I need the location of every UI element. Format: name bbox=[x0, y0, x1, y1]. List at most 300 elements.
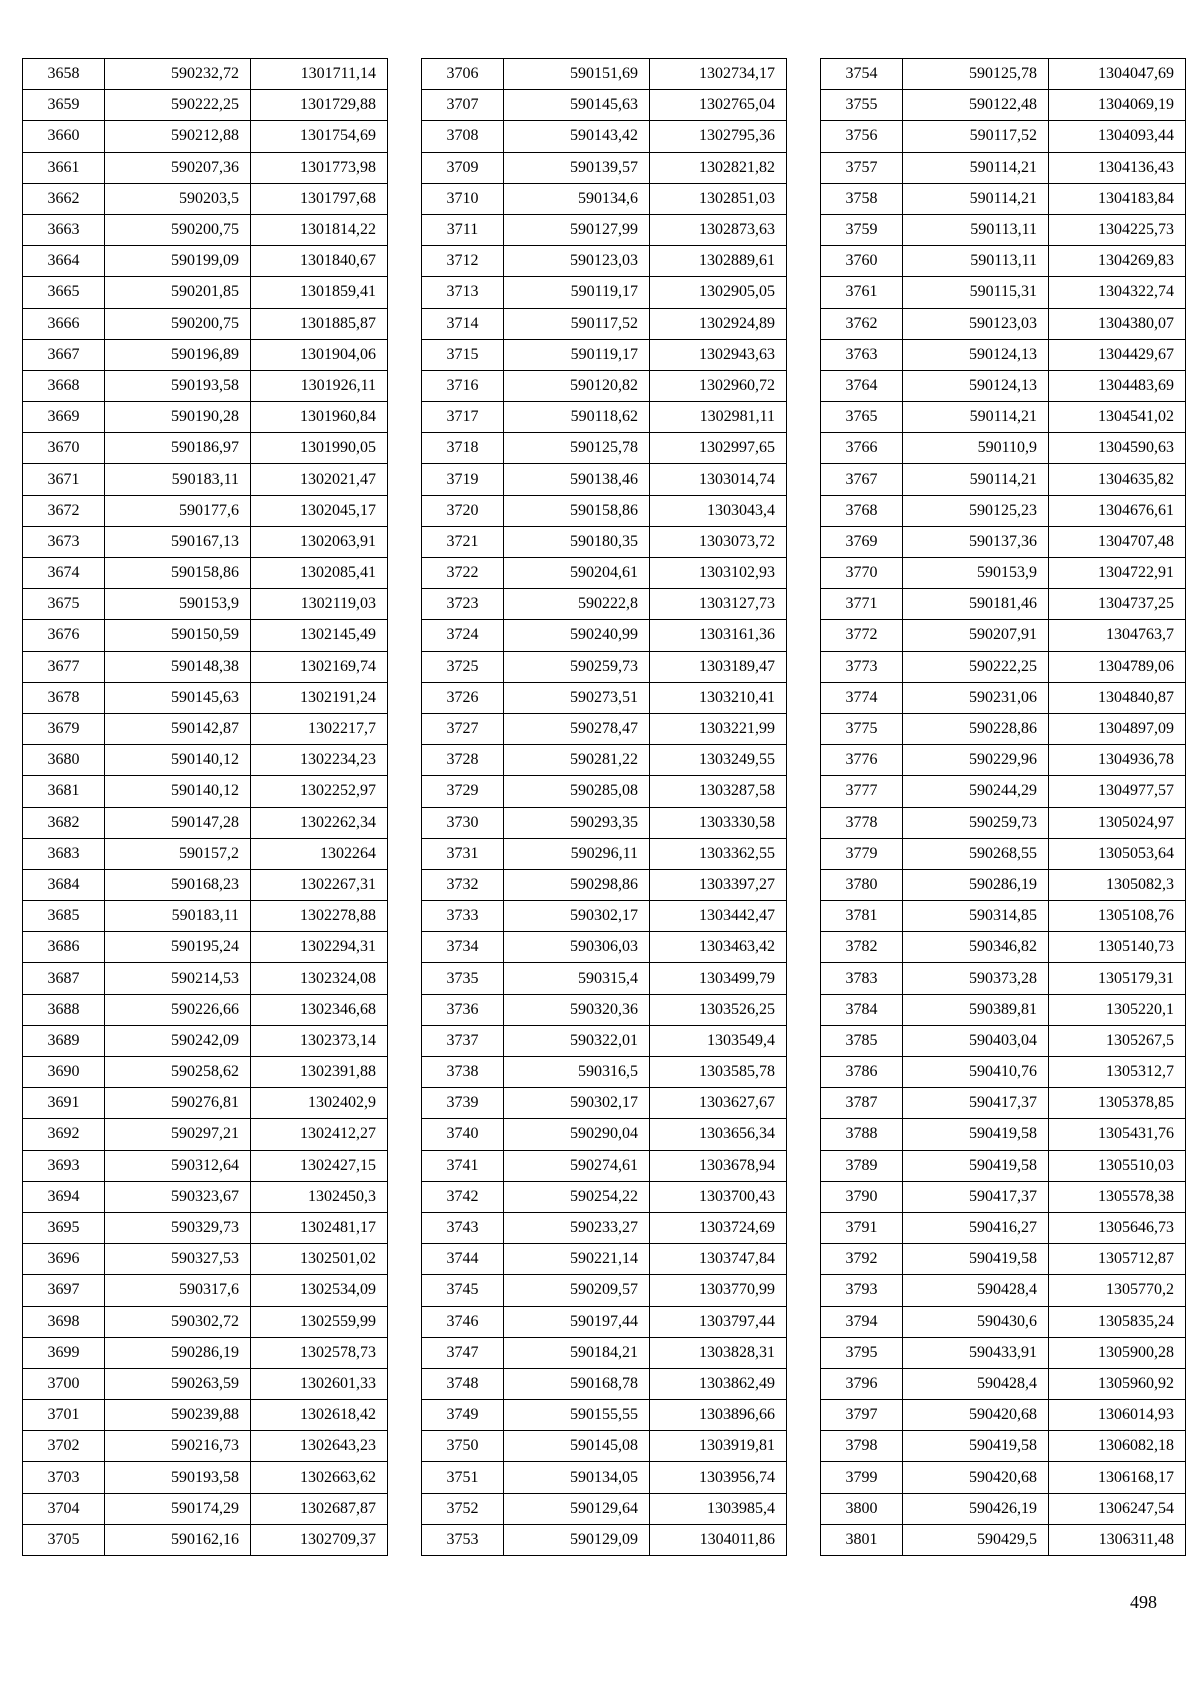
table-row bbox=[23, 1181, 388, 1212]
table-row bbox=[821, 1400, 1186, 1431]
table-row bbox=[821, 745, 1186, 776]
x-coordinate-cell: 590114,21 bbox=[903, 152, 1049, 183]
table-row bbox=[23, 214, 388, 245]
x-coordinate-cell: 590129,64 bbox=[504, 1493, 650, 1524]
x-coordinate-cell: 590410,76 bbox=[903, 1057, 1049, 1088]
table-row bbox=[422, 1025, 787, 1056]
table-row bbox=[23, 1212, 388, 1243]
point-number-cell: 3778 bbox=[821, 807, 903, 838]
point-number-cell: 3682 bbox=[23, 807, 105, 838]
y-coordinate-cell: 1302578,73 bbox=[251, 1337, 388, 1368]
x-coordinate-cell: 590231,06 bbox=[903, 682, 1049, 713]
table-row bbox=[23, 121, 388, 152]
table-row bbox=[422, 1462, 787, 1493]
y-coordinate-cell: 1304897,09 bbox=[1049, 713, 1186, 744]
point-number-cell: 3683 bbox=[23, 838, 105, 869]
x-coordinate-cell: 590199,09 bbox=[105, 246, 251, 277]
x-coordinate-cell: 590134,05 bbox=[504, 1462, 650, 1493]
point-number-cell: 3727 bbox=[422, 713, 504, 744]
x-coordinate-cell: 590276,81 bbox=[105, 1088, 251, 1119]
table-row bbox=[821, 651, 1186, 682]
table-row bbox=[23, 1400, 388, 1431]
table-row bbox=[821, 1431, 1186, 1462]
point-number-cell: 3797 bbox=[821, 1400, 903, 1431]
x-coordinate-cell: 590162,16 bbox=[105, 1524, 251, 1555]
y-coordinate-cell: 1301904,06 bbox=[251, 339, 388, 370]
x-coordinate-cell: 590254,22 bbox=[504, 1181, 650, 1212]
point-number-cell: 3776 bbox=[821, 745, 903, 776]
x-coordinate-cell: 590117,52 bbox=[504, 308, 650, 339]
table-row bbox=[422, 838, 787, 869]
table-row bbox=[23, 651, 388, 682]
table-row bbox=[422, 1493, 787, 1524]
table-row bbox=[23, 495, 388, 526]
y-coordinate-cell: 1303102,93 bbox=[650, 558, 787, 589]
point-number-cell: 3676 bbox=[23, 620, 105, 651]
point-number-cell: 3772 bbox=[821, 620, 903, 651]
point-number-cell: 3775 bbox=[821, 713, 903, 744]
point-number-cell: 3793 bbox=[821, 1275, 903, 1306]
x-coordinate-cell: 590316,5 bbox=[504, 1057, 650, 1088]
point-number-cell: 3725 bbox=[422, 651, 504, 682]
point-number-cell: 3777 bbox=[821, 776, 903, 807]
table-row bbox=[422, 1400, 787, 1431]
table-row bbox=[422, 526, 787, 557]
point-number-cell: 3670 bbox=[23, 433, 105, 464]
y-coordinate-cell: 1303362,55 bbox=[650, 838, 787, 869]
x-coordinate-cell: 590346,82 bbox=[903, 932, 1049, 963]
x-coordinate-cell: 590428,4 bbox=[903, 1275, 1049, 1306]
y-coordinate-cell: 1302501,02 bbox=[251, 1244, 388, 1275]
point-number-cell: 3795 bbox=[821, 1337, 903, 1368]
point-number-cell: 3691 bbox=[23, 1088, 105, 1119]
y-coordinate-cell: 1302709,37 bbox=[251, 1524, 388, 1555]
y-coordinate-cell: 1302063,91 bbox=[251, 526, 388, 557]
x-coordinate-cell: 590312,64 bbox=[105, 1150, 251, 1181]
x-coordinate-cell: 590207,36 bbox=[105, 152, 251, 183]
point-number-cell: 3763 bbox=[821, 339, 903, 370]
x-coordinate-cell: 590120,82 bbox=[504, 370, 650, 401]
y-coordinate-cell: 1301859,41 bbox=[251, 277, 388, 308]
y-coordinate-cell: 1302534,09 bbox=[251, 1275, 388, 1306]
point-number-cell: 3733 bbox=[422, 901, 504, 932]
table-row bbox=[23, 1088, 388, 1119]
y-coordinate-cell: 1303549,4 bbox=[650, 1025, 787, 1056]
point-number-cell: 3677 bbox=[23, 651, 105, 682]
point-number-cell: 3720 bbox=[422, 495, 504, 526]
y-coordinate-cell: 1305140,73 bbox=[1049, 932, 1186, 963]
y-coordinate-cell: 1303210,41 bbox=[650, 682, 787, 713]
point-number-cell: 3760 bbox=[821, 246, 903, 277]
y-coordinate-cell: 1303585,78 bbox=[650, 1057, 787, 1088]
x-coordinate-cell: 590278,47 bbox=[504, 713, 650, 744]
y-coordinate-cell: 1306311,48 bbox=[1049, 1524, 1186, 1555]
table-row bbox=[23, 713, 388, 744]
y-coordinate-cell: 1304093,44 bbox=[1049, 121, 1186, 152]
y-coordinate-cell: 1302997,65 bbox=[650, 433, 787, 464]
table-row bbox=[422, 869, 787, 900]
table-row bbox=[821, 59, 1186, 90]
x-coordinate-cell: 590200,75 bbox=[105, 214, 251, 245]
point-number-cell: 3661 bbox=[23, 152, 105, 183]
y-coordinate-cell: 1302889,61 bbox=[650, 246, 787, 277]
x-coordinate-cell: 590258,62 bbox=[105, 1057, 251, 1088]
table-row bbox=[821, 994, 1186, 1025]
y-coordinate-cell: 1302021,47 bbox=[251, 464, 388, 495]
point-number-cell: 3799 bbox=[821, 1462, 903, 1493]
y-coordinate-cell: 1302851,03 bbox=[650, 183, 787, 214]
y-coordinate-cell: 1305108,76 bbox=[1049, 901, 1186, 932]
table-row bbox=[23, 308, 388, 339]
y-coordinate-cell: 1303919,81 bbox=[650, 1431, 787, 1462]
y-coordinate-cell: 1304429,67 bbox=[1049, 339, 1186, 370]
point-number-cell: 3713 bbox=[422, 277, 504, 308]
x-coordinate-cell: 590190,28 bbox=[105, 402, 251, 433]
table-row bbox=[821, 402, 1186, 433]
x-coordinate-cell: 590286,19 bbox=[903, 869, 1049, 900]
point-number-cell: 3708 bbox=[422, 121, 504, 152]
point-number-cell: 3756 bbox=[821, 121, 903, 152]
table-row bbox=[821, 1057, 1186, 1088]
table-row bbox=[422, 1057, 787, 1088]
y-coordinate-cell: 1304541,02 bbox=[1049, 402, 1186, 433]
point-number-cell: 3792 bbox=[821, 1244, 903, 1275]
y-coordinate-cell: 1303985,4 bbox=[650, 1493, 787, 1524]
y-coordinate-cell: 1302346,68 bbox=[251, 994, 388, 1025]
y-coordinate-cell: 1302559,99 bbox=[251, 1306, 388, 1337]
point-number-cell: 3740 bbox=[422, 1119, 504, 1150]
x-coordinate-cell: 590197,44 bbox=[504, 1306, 650, 1337]
point-number-cell: 3700 bbox=[23, 1368, 105, 1399]
table-row bbox=[821, 433, 1186, 464]
point-number-cell: 3701 bbox=[23, 1400, 105, 1431]
y-coordinate-cell: 1303014,74 bbox=[650, 464, 787, 495]
table-row bbox=[821, 558, 1186, 589]
point-number-cell: 3702 bbox=[23, 1431, 105, 1462]
x-coordinate-cell: 590177,6 bbox=[105, 495, 251, 526]
y-coordinate-cell: 1302873,63 bbox=[650, 214, 787, 245]
x-coordinate-cell: 590207,91 bbox=[903, 620, 1049, 651]
y-coordinate-cell: 1305712,87 bbox=[1049, 1244, 1186, 1275]
table-row bbox=[23, 1462, 388, 1493]
point-number-cell: 3722 bbox=[422, 558, 504, 589]
point-number-cell: 3729 bbox=[422, 776, 504, 807]
point-number-cell: 3724 bbox=[422, 620, 504, 651]
table-row bbox=[821, 620, 1186, 651]
y-coordinate-cell: 1301754,69 bbox=[251, 121, 388, 152]
y-coordinate-cell: 1302169,74 bbox=[251, 651, 388, 682]
table-row bbox=[422, 1088, 787, 1119]
table-row bbox=[821, 869, 1186, 900]
x-coordinate-cell: 590290,04 bbox=[504, 1119, 650, 1150]
table-row bbox=[821, 183, 1186, 214]
table-row bbox=[422, 90, 787, 121]
x-coordinate-cell: 590302,17 bbox=[504, 1088, 650, 1119]
point-number-cell: 3732 bbox=[422, 869, 504, 900]
x-coordinate-cell: 590138,46 bbox=[504, 464, 650, 495]
x-coordinate-cell: 590433,91 bbox=[903, 1337, 1049, 1368]
table-row bbox=[23, 838, 388, 869]
point-number-cell: 3741 bbox=[422, 1150, 504, 1181]
y-coordinate-cell: 1302217,7 bbox=[251, 713, 388, 744]
table-row bbox=[422, 246, 787, 277]
y-coordinate-cell: 1304136,43 bbox=[1049, 152, 1186, 183]
point-number-cell: 3749 bbox=[422, 1400, 504, 1431]
y-coordinate-cell: 1302795,36 bbox=[650, 121, 787, 152]
x-coordinate-cell: 590322,01 bbox=[504, 1025, 650, 1056]
point-number-cell: 3798 bbox=[821, 1431, 903, 1462]
point-number-cell: 3734 bbox=[422, 932, 504, 963]
point-number-cell: 3786 bbox=[821, 1057, 903, 1088]
x-coordinate-cell: 590420,68 bbox=[903, 1462, 1049, 1493]
y-coordinate-cell: 1304707,48 bbox=[1049, 526, 1186, 557]
x-coordinate-cell: 590158,86 bbox=[504, 495, 650, 526]
x-coordinate-cell: 590140,12 bbox=[105, 776, 251, 807]
table-row bbox=[23, 963, 388, 994]
y-coordinate-cell: 1304936,78 bbox=[1049, 745, 1186, 776]
table-row bbox=[422, 495, 787, 526]
y-coordinate-cell: 1304225,73 bbox=[1049, 214, 1186, 245]
point-number-cell: 3744 bbox=[422, 1244, 504, 1275]
x-coordinate-cell: 590142,87 bbox=[105, 713, 251, 744]
table-row bbox=[422, 308, 787, 339]
point-number-cell: 3660 bbox=[23, 121, 105, 152]
y-coordinate-cell: 1303221,99 bbox=[650, 713, 787, 744]
x-coordinate-cell: 590167,13 bbox=[105, 526, 251, 557]
table-row bbox=[23, 277, 388, 308]
table-row bbox=[23, 776, 388, 807]
y-coordinate-cell: 1302264 bbox=[251, 838, 388, 869]
point-number-cell: 3658 bbox=[23, 59, 105, 90]
x-coordinate-cell: 590151,69 bbox=[504, 59, 650, 90]
x-coordinate-cell: 590115,31 bbox=[903, 277, 1049, 308]
point-number-cell: 3759 bbox=[821, 214, 903, 245]
point-number-cell: 3712 bbox=[422, 246, 504, 277]
point-number-cell: 3711 bbox=[422, 214, 504, 245]
y-coordinate-cell: 1303161,36 bbox=[650, 620, 787, 651]
y-coordinate-cell: 1304737,25 bbox=[1049, 589, 1186, 620]
point-number-cell: 3743 bbox=[422, 1212, 504, 1243]
y-coordinate-cell: 1302618,42 bbox=[251, 1400, 388, 1431]
y-coordinate-cell: 1306168,17 bbox=[1049, 1462, 1186, 1493]
x-coordinate-cell: 590221,14 bbox=[504, 1244, 650, 1275]
x-coordinate-cell: 590228,86 bbox=[903, 713, 1049, 744]
table-row bbox=[821, 370, 1186, 401]
table-row bbox=[23, 370, 388, 401]
x-coordinate-cell: 590306,03 bbox=[504, 932, 650, 963]
point-number-cell: 3762 bbox=[821, 308, 903, 339]
x-coordinate-cell: 590229,96 bbox=[903, 745, 1049, 776]
point-number-cell: 3671 bbox=[23, 464, 105, 495]
x-coordinate-cell: 590417,37 bbox=[903, 1088, 1049, 1119]
table-row bbox=[422, 1431, 787, 1462]
table-row bbox=[23, 59, 388, 90]
y-coordinate-cell: 1303249,55 bbox=[650, 745, 787, 776]
x-coordinate-cell: 590428,4 bbox=[903, 1368, 1049, 1399]
point-number-cell: 3707 bbox=[422, 90, 504, 121]
table-row bbox=[821, 901, 1186, 932]
table-row bbox=[821, 1462, 1186, 1493]
y-coordinate-cell: 1302234,23 bbox=[251, 745, 388, 776]
x-coordinate-cell: 590186,97 bbox=[105, 433, 251, 464]
table-row bbox=[821, 1368, 1186, 1399]
table-row bbox=[821, 589, 1186, 620]
point-number-cell: 3742 bbox=[422, 1181, 504, 1212]
y-coordinate-cell: 1305900,28 bbox=[1049, 1337, 1186, 1368]
point-number-cell: 3800 bbox=[821, 1493, 903, 1524]
table-row bbox=[821, 963, 1186, 994]
x-coordinate-cell: 590244,29 bbox=[903, 776, 1049, 807]
x-coordinate-cell: 590327,53 bbox=[105, 1244, 251, 1275]
table-row bbox=[821, 776, 1186, 807]
point-number-cell: 3790 bbox=[821, 1181, 903, 1212]
point-number-cell: 3694 bbox=[23, 1181, 105, 1212]
x-coordinate-cell: 590145,08 bbox=[504, 1431, 650, 1462]
table-row bbox=[23, 682, 388, 713]
table-row bbox=[23, 526, 388, 557]
x-coordinate-cell: 590158,86 bbox=[105, 558, 251, 589]
x-coordinate-cell: 590118,62 bbox=[504, 402, 650, 433]
table-row bbox=[23, 1275, 388, 1306]
table-row bbox=[23, 1431, 388, 1462]
x-coordinate-cell: 590153,9 bbox=[105, 589, 251, 620]
y-coordinate-cell: 1305378,85 bbox=[1049, 1088, 1186, 1119]
point-number-cell: 3679 bbox=[23, 713, 105, 744]
x-coordinate-cell: 590274,61 bbox=[504, 1150, 650, 1181]
point-number-cell: 3695 bbox=[23, 1212, 105, 1243]
point-number-cell: 3669 bbox=[23, 402, 105, 433]
table-row bbox=[23, 745, 388, 776]
point-number-cell: 3766 bbox=[821, 433, 903, 464]
y-coordinate-cell: 1304722,91 bbox=[1049, 558, 1186, 589]
point-number-cell: 3687 bbox=[23, 963, 105, 994]
table-row bbox=[422, 994, 787, 1025]
table-row bbox=[821, 807, 1186, 838]
y-coordinate-cell: 1303828,31 bbox=[650, 1337, 787, 1368]
x-coordinate-cell: 590232,72 bbox=[105, 59, 251, 90]
table-row bbox=[23, 1368, 388, 1399]
table-row bbox=[23, 246, 388, 277]
x-coordinate-cell: 590140,12 bbox=[105, 745, 251, 776]
y-coordinate-cell: 1303463,42 bbox=[650, 932, 787, 963]
table-row bbox=[422, 1119, 787, 1150]
point-number-cell: 3703 bbox=[23, 1462, 105, 1493]
coordinates-table-3 bbox=[820, 58, 1186, 1556]
y-coordinate-cell: 1302427,15 bbox=[251, 1150, 388, 1181]
x-coordinate-cell: 590183,11 bbox=[105, 464, 251, 495]
y-coordinate-cell: 1303189,47 bbox=[650, 651, 787, 682]
x-coordinate-cell: 590123,03 bbox=[504, 246, 650, 277]
point-number-cell: 3704 bbox=[23, 1493, 105, 1524]
y-coordinate-cell: 1306082,18 bbox=[1049, 1431, 1186, 1462]
x-coordinate-cell: 590419,58 bbox=[903, 1150, 1049, 1181]
y-coordinate-cell: 1305578,38 bbox=[1049, 1181, 1186, 1212]
x-coordinate-cell: 590147,28 bbox=[105, 807, 251, 838]
table-row bbox=[23, 1025, 388, 1056]
y-coordinate-cell: 1304977,57 bbox=[1049, 776, 1186, 807]
table-row bbox=[422, 651, 787, 682]
y-coordinate-cell: 1303499,79 bbox=[650, 963, 787, 994]
x-coordinate-cell: 590373,28 bbox=[903, 963, 1049, 994]
table-row bbox=[422, 1337, 787, 1368]
point-number-cell: 3709 bbox=[422, 152, 504, 183]
x-coordinate-cell: 590419,58 bbox=[903, 1431, 1049, 1462]
table-row bbox=[821, 1088, 1186, 1119]
point-number-cell: 3751 bbox=[422, 1462, 504, 1493]
point-number-cell: 3706 bbox=[422, 59, 504, 90]
table-row bbox=[422, 1212, 787, 1243]
table-row bbox=[23, 152, 388, 183]
y-coordinate-cell: 1303797,44 bbox=[650, 1306, 787, 1337]
table-row bbox=[23, 807, 388, 838]
x-coordinate-cell: 590125,23 bbox=[903, 495, 1049, 526]
y-coordinate-cell: 1304763,7 bbox=[1049, 620, 1186, 651]
point-number-cell: 3780 bbox=[821, 869, 903, 900]
x-coordinate-cell: 590125,78 bbox=[903, 59, 1049, 90]
y-coordinate-cell: 1301773,98 bbox=[251, 152, 388, 183]
x-coordinate-cell: 590302,17 bbox=[504, 901, 650, 932]
x-coordinate-cell: 590155,55 bbox=[504, 1400, 650, 1431]
y-coordinate-cell: 1303287,58 bbox=[650, 776, 787, 807]
point-number-cell: 3769 bbox=[821, 526, 903, 557]
y-coordinate-cell: 1301814,22 bbox=[251, 214, 388, 245]
point-number-cell: 3765 bbox=[821, 402, 903, 433]
table-row bbox=[821, 838, 1186, 869]
y-coordinate-cell: 1304840,87 bbox=[1049, 682, 1186, 713]
x-coordinate-cell: 590114,21 bbox=[903, 464, 1049, 495]
x-coordinate-cell: 590209,57 bbox=[504, 1275, 650, 1306]
table-row bbox=[422, 620, 787, 651]
table-row bbox=[821, 1150, 1186, 1181]
point-number-cell: 3688 bbox=[23, 994, 105, 1025]
y-coordinate-cell: 1302943,63 bbox=[650, 339, 787, 370]
point-number-cell: 3698 bbox=[23, 1306, 105, 1337]
y-coordinate-cell: 1302191,24 bbox=[251, 682, 388, 713]
point-number-cell: 3739 bbox=[422, 1088, 504, 1119]
x-coordinate-cell: 590114,21 bbox=[903, 183, 1049, 214]
point-number-cell: 3723 bbox=[422, 589, 504, 620]
point-number-cell: 3755 bbox=[821, 90, 903, 121]
x-coordinate-cell: 590212,88 bbox=[105, 121, 251, 152]
point-number-cell: 3674 bbox=[23, 558, 105, 589]
table-row bbox=[422, 121, 787, 152]
table-row bbox=[23, 994, 388, 1025]
point-number-cell: 3730 bbox=[422, 807, 504, 838]
y-coordinate-cell: 1304483,69 bbox=[1049, 370, 1186, 401]
table-row bbox=[23, 558, 388, 589]
point-number-cell: 3781 bbox=[821, 901, 903, 932]
x-coordinate-cell: 590150,59 bbox=[105, 620, 251, 651]
point-number-cell: 3738 bbox=[422, 1057, 504, 1088]
point-number-cell: 3787 bbox=[821, 1088, 903, 1119]
y-coordinate-cell: 1306014,93 bbox=[1049, 1400, 1186, 1431]
y-coordinate-cell: 1303770,99 bbox=[650, 1275, 787, 1306]
table-row bbox=[422, 464, 787, 495]
coordinates-table-1 bbox=[22, 58, 388, 1556]
table-row bbox=[422, 963, 787, 994]
x-coordinate-cell: 590242,09 bbox=[105, 1025, 251, 1056]
x-coordinate-cell: 590114,21 bbox=[903, 402, 1049, 433]
point-number-cell: 3675 bbox=[23, 589, 105, 620]
table-row bbox=[422, 1181, 787, 1212]
table-row bbox=[422, 183, 787, 214]
y-coordinate-cell: 1301990,05 bbox=[251, 433, 388, 464]
y-coordinate-cell: 1304269,83 bbox=[1049, 246, 1186, 277]
x-coordinate-cell: 590222,8 bbox=[504, 589, 650, 620]
point-number-cell: 3659 bbox=[23, 90, 105, 121]
x-coordinate-cell: 590168,78 bbox=[504, 1368, 650, 1399]
x-coordinate-cell: 590222,25 bbox=[105, 90, 251, 121]
